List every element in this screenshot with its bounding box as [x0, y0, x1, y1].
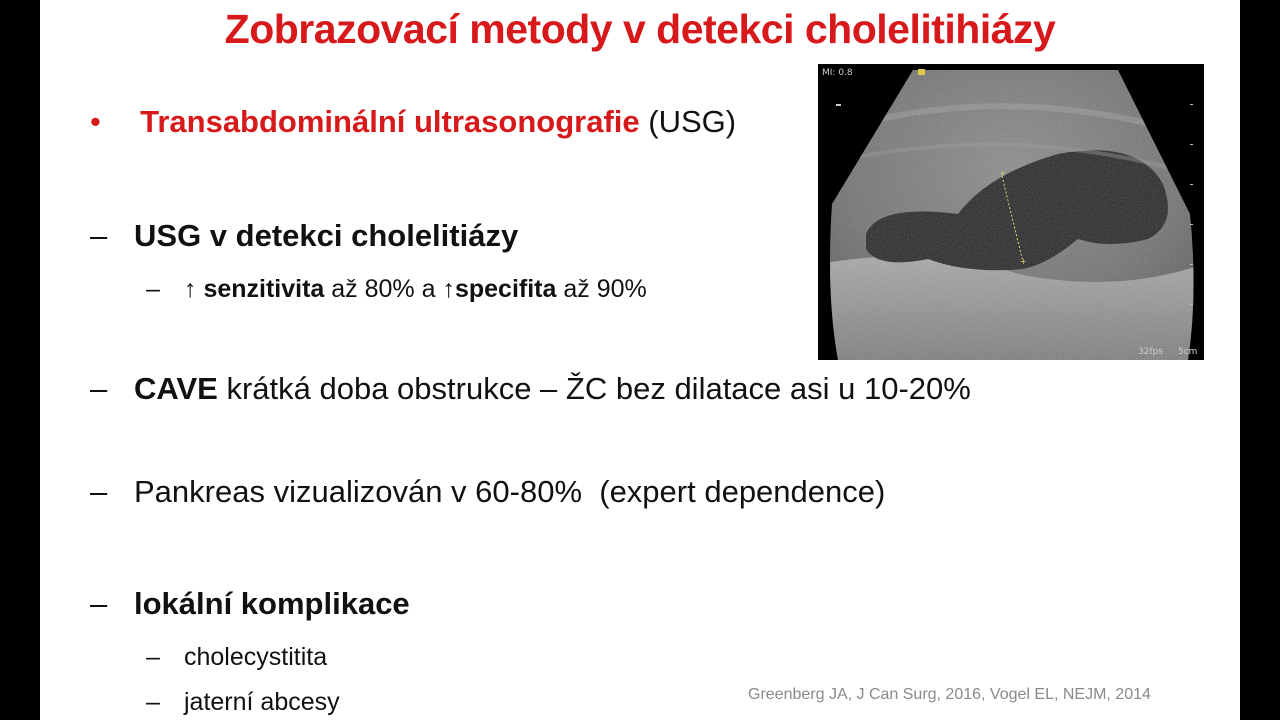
list-item: [90, 586, 410, 622]
dash-icon: –: [90, 586, 108, 621]
bullet-usg: [90, 104, 736, 140]
list-item: [90, 371, 971, 407]
usg-heading: Transabdominální ultrasonografie: [140, 104, 640, 139]
depth-label: 5cm: [1178, 347, 1198, 357]
dash-icon: –: [90, 371, 108, 406]
fps-label: 32fps: [1138, 347, 1164, 357]
list-item: [146, 688, 340, 717]
arrow-up-icon: ↑: [184, 275, 197, 303]
item-text: lokální komplikace: [134, 586, 410, 621]
usg-abbrev: (USG): [639, 104, 737, 139]
list-item: [90, 474, 885, 510]
dash-icon: –: [146, 688, 160, 716]
item-text: CAVE: [134, 371, 218, 406]
arrow-up-icon: ↑: [442, 275, 455, 303]
svg-text:+: +: [1020, 257, 1027, 266]
citation: Greenberg JA, J Can Surg, 2016, Vogel EL, NEJM, 2014: [748, 686, 1151, 703]
dash-icon: –: [146, 643, 160, 671]
item-text: cholecystitita: [184, 643, 328, 671]
dash-icon: –: [90, 218, 108, 253]
item-text: USG v detekci cholelitiázy: [134, 218, 519, 253]
item-text: Pankreas vizualizován v 60-80% (expert dependence): [134, 474, 886, 509]
dash-icon: –: [90, 474, 108, 509]
mi-label: MI: 0.8: [822, 68, 853, 78]
slide-title: Zobrazovací metody v detekci cholelitihiázy: [224, 6, 1056, 52]
item-text: jaterní abcesy: [184, 688, 340, 716]
item-text: až 90%: [556, 275, 647, 303]
list-item: [90, 218, 518, 254]
bullet-icon: •: [90, 104, 101, 139]
item-text: senzitivita: [203, 275, 325, 303]
list-item: [146, 275, 647, 304]
slide: [40, 0, 1240, 720]
svg-text:+: +: [999, 169, 1006, 178]
item-text: až 80% a: [324, 275, 443, 303]
dash-icon: –: [146, 275, 160, 303]
item-text: specifita: [454, 275, 557, 303]
item-text: krátká doba obstrukce – ŽC bez dilatace asi u 10-20%: [217, 371, 971, 406]
ultrasound-image: [818, 64, 1204, 360]
list-item: [146, 643, 327, 672]
